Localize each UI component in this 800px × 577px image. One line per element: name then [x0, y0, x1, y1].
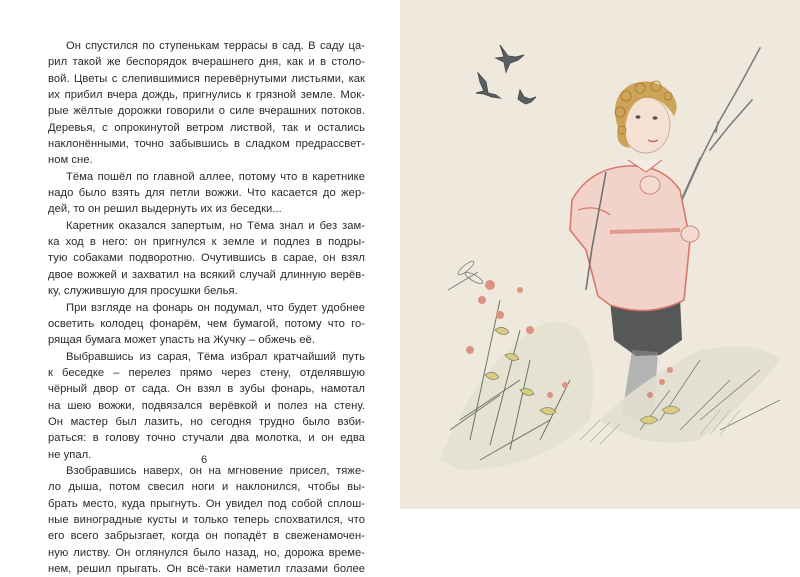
- text-line: ло дыша, потом свесил ноги и наклонился, чтобы вы-: [48, 481, 365, 494]
- text-line: тую собаками подворотню. Очутившись в сарае, он взял: [48, 252, 365, 265]
- text-line: Деревья, с опрокинутой ветром листвой, так и остались: [48, 121, 365, 134]
- text-line: ку, служившую для просушки белья.: [48, 285, 238, 298]
- flowers-right: [580, 347, 780, 444]
- text-line: вой. Цветы с слепившимися перевёрнутыми листьями, как: [48, 72, 365, 85]
- page-number: 6: [201, 454, 208, 466]
- text-line: не упал.: [48, 448, 92, 461]
- text-line: Тёма пошёл по главной аллее, потому что в каретнике: [66, 170, 365, 183]
- text-line: его всего забрызгает, когда он попадёт в свеженамочен-: [48, 530, 365, 543]
- text-line: брать место, куда прыгнуть. Он увидел под собой сплош-: [48, 497, 365, 510]
- left-page: [0, 0, 400, 575]
- text-line: осветить колодец фонарём, чем бумагой, потому что го-: [48, 317, 365, 330]
- text-line: Он мастер был лазить, но сегодня трудно было взби-: [48, 415, 365, 428]
- text-line: раться: в голову точно стучали два молотка, и он едва: [48, 432, 365, 445]
- text-line: к беседке – перелез прямо через стену, отделявшую: [48, 366, 365, 379]
- text-line: ные виноградные кусты и только теперь спохватился, что: [48, 513, 365, 526]
- flowers-left: [440, 259, 593, 470]
- text-line: чёрный двор от сада. Он взял в зубы фонарь, намотал: [48, 383, 365, 396]
- text-line: ную листву. Он оглянулся было назад, но, дорожа време-: [48, 546, 365, 559]
- dragonfly-icon: [448, 259, 484, 290]
- text-line: их прибил вчера дождь, пригнулись к грязной земле. Мок-: [48, 89, 365, 102]
- text-line: на шею вожжи, подвязался верёвкой и полез на стену.: [48, 399, 365, 412]
- text-line: дей, то он решил выдернуть их из беседки...: [48, 203, 282, 216]
- text-line: надо было взять для петли вожжи. Что касается до жер-: [48, 187, 365, 200]
- text-line: наклонёнными, точно забывшись в сладком предрассвет-: [48, 138, 365, 151]
- text-line: Взобравшись наверх, он на мгновение присел, тяже-: [66, 464, 365, 477]
- text-line: Выбравшись из сарая, Тёма избрал кратчайший путь: [66, 350, 365, 363]
- text-line: рил такой же беспорядок вчерашнего дня, как и в столо-: [48, 56, 365, 69]
- page-text: [48, 38, 365, 577]
- text-line: рящая бумага может упасть на Жучку – обжечь её.: [48, 334, 316, 347]
- text-line: ка ход в него: он пригнулся к земле и подлез в подры-: [48, 236, 365, 249]
- text-line: нем, решил прыгать. Он всё-таки наметил глазами более: [48, 563, 365, 575]
- text-line: ном сне.: [48, 154, 93, 167]
- right-page: [400, 0, 800, 509]
- boy-in-garden-illustration: [400, 0, 800, 509]
- text-line: Он спустился по ступенькам террасы в сад. В саду ца-: [66, 40, 365, 52]
- swallow-icon: [476, 45, 536, 104]
- text-line: рые жёлтые дорожки говорили о силе вчерашних потоков.: [48, 105, 365, 118]
- text-line: При взгляде на фонарь он подумал, что будет удобнее: [66, 301, 365, 314]
- text-line: двое вожжей и захватил на всякий случай длинную верёв-: [48, 268, 365, 281]
- text-line: Каретник оказался запертым, но Тёма знал и без зам-: [66, 219, 365, 232]
